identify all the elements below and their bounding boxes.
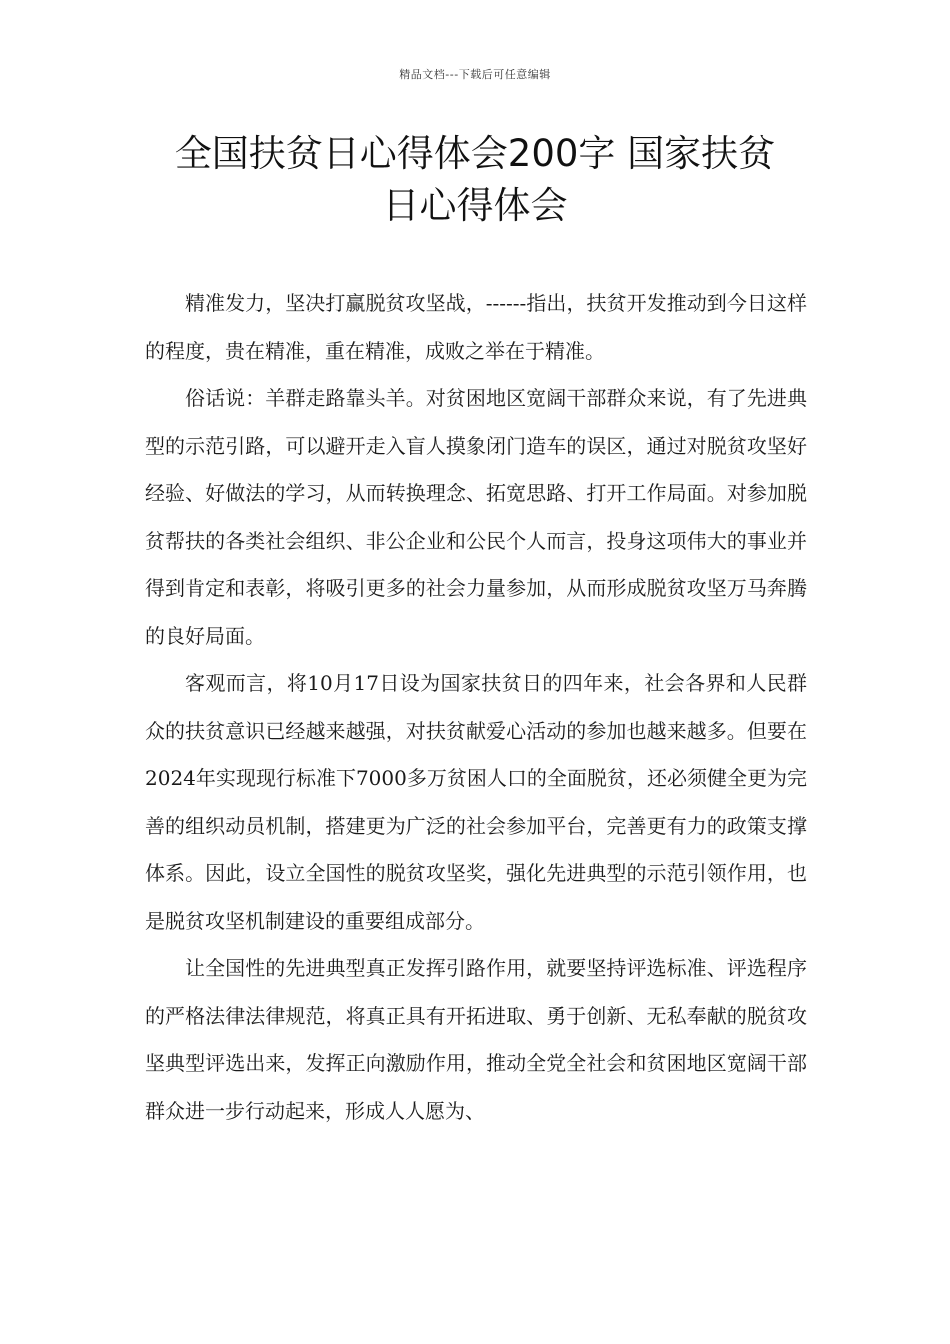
header-note: 精品文档---下载后可任意编辑 <box>399 68 551 81</box>
paragraph: 精准发力，坚决打赢脱贫攻坚战，------指出，扶贫开发推动到今日这样的程度，贵在精准，重在精准，成败之举在于精准。 <box>145 291 807 363</box>
document-body <box>145 280 807 1135</box>
paragraph: 让全国性的先进典型真正发挥引路作用，就要坚持评选标准、评选程序的严格法律法律规范，将真正具有开拓进取、勇于创新、无私奉献的脱贫攻坚典型评选出来，发挥正向激励作用，推动全党全社会和贫困地区宽阔干部群众进一步行动起来，形成人人愿为、 <box>145 956 807 1123</box>
title-line-1: 全国扶贫日心得体会200字 国家扶贫 <box>174 132 776 175</box>
paragraph: 俗话说：羊群走路靠头羊。对贫困地区宽阔干部群众来说，有了先进典型的示范引路，可以避开走入盲人摸象闭门造车的误区，通过对脱贫攻坚好经验、好做法的学习，从而转换理念、拓宽思路、打开工作局面。对参加脱贫帮扶的各类社会组织、非公企业和公民个人而言，投身这项伟大的事业并得到肯定和表彰，将吸引更多的社会力量参加，从而形成脱贫攻坚万马奔腾的良好局面。 <box>145 386 807 648</box>
document-title <box>120 128 830 232</box>
title-line-2: 日心得体会 <box>382 184 568 227</box>
paragraph: 客观而言，将10月17日设为国家扶贫日的四年来，社会各界和人民群众的扶贫意识已经越来越强，对扶贫献爱心活动的参加也越来越多。但要在2024年实现现行标准下7000多万贫困人口的全面脱贫，还必须健全更为完善的组织动员机制，搭建更为广泛的社会参加平台，完善更有力的政策支撑体系。因此，设立全国性的脱贫攻坚奖，强化先进典型的示范引领作用，也是脱贫攻坚机制建设的重要组成部分。 <box>145 671 807 933</box>
